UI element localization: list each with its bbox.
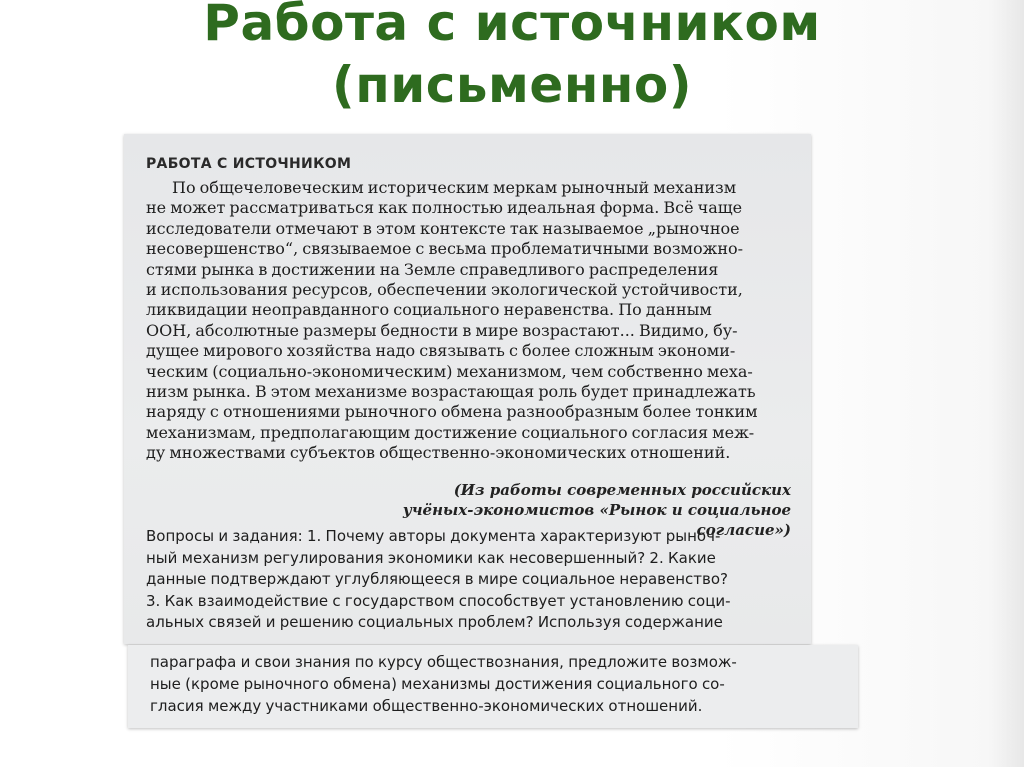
questions-line: 3. Как взаимодействие с государством способствует установлению соци- [146,591,731,610]
paragraph-line: наряду с отношениями рыночного обмена разнообразным более тонким [146,402,758,422]
paragraph-line: По общечеловеческим историческим меркам рыночный механизм [172,178,737,197]
attribution-line: учёных-экономистов «Рынок и социальное согласие») [402,501,791,539]
slide-title [0,0,1024,116]
paragraph-line: несовершенство“, связываемое с весьма проблематичными возможно- [146,239,744,259]
questions-line: данные подтверждают углубляющееся в мире социальное неравенство? [146,570,729,588]
questions-line: Вопросы и задания: 1. Почему авторы документа характеризуют рыноч- [146,527,721,545]
attribution-line: (Из работы современных российских [453,481,791,499]
paragraph-line: ческим (социально-экономическим) механизмом, чем собственно меха- [146,361,753,381]
textbook-scan-main [124,134,811,644]
paragraph-line: стями рынка в достижении на Земле справедливого распределения [146,259,719,279]
questions-line: ный механизм регулирования экономики как несовершенный? 2. Какие [146,548,716,567]
continuation-line: ные (кроме рыночного обмена) механизмы достижения социального со- [150,675,725,693]
slide-title-line-2: (письменно) [331,56,693,114]
source-paragraph [146,178,792,464]
section-heading: РАБОТА С ИСТОЧНИКОМ [146,156,352,172]
questions-continuation [150,651,850,717]
paragraph-line: исследователи отмечают в этом контексте так называемое „рыночное [146,218,740,238]
paragraph-line: не может рассматриваться как полностью идеальная форма. Всё чаще [146,198,743,218]
questions-block [146,526,796,634]
questions-line: альных связей и решению социальных проблем? Используя содержание [146,613,723,631]
continuation-line: гласия между участниками общественно-экономических отношений. [150,697,703,715]
paragraph-line: дущее мирового хозяйства надо связывать с более сложным экономи- [146,341,736,361]
paragraph-line: ду множествами субъектов общественно-экономических отношений. [146,443,731,463]
slide-title-line-1: Работа с источником [203,0,821,52]
paragraph-line: механизмам, предполагающим достижение социального согласия меж- [146,422,755,442]
textbook-scan-continuation [128,645,858,728]
paragraph-line: ООН, абсолютные размеры бедности в мире возрастают... Видимо, бу- [146,320,738,340]
paragraph-line: и использования ресурсов, обеспечении экологической устойчивости, [146,280,743,300]
paragraph-line: низм рынка. В этом механизме возрастающая роль будет принадлежать [146,382,756,402]
continuation-line: параграфа и свои знания по курсу обществознания, предложите возмож- [150,653,737,671]
paragraph-line: ликвидации неоправданного социального неравенства. По данным [146,300,712,320]
